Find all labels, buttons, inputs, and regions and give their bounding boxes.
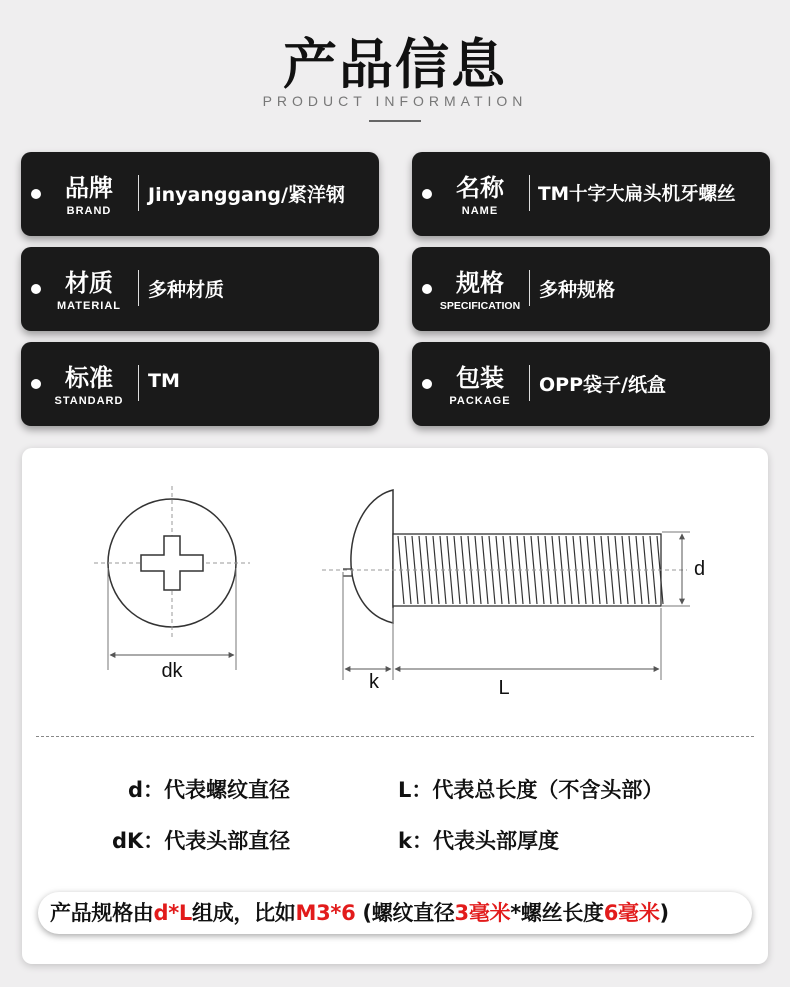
spec-card-package — [412, 342, 770, 426]
dim-label-L: L — [498, 677, 510, 699]
bullet-icon — [31, 379, 41, 389]
spec-value: OPP袋子/纸盒 — [539, 374, 666, 396]
bullet-icon — [31, 284, 41, 294]
bullet-icon — [422, 379, 432, 389]
spec-card-specification — [412, 247, 770, 331]
spec-label: 标准 — [65, 364, 113, 392]
spec-label-en: NAME — [461, 205, 499, 217]
spec-value: 多种规格 — [539, 279, 616, 301]
dimension-panel — [22, 448, 768, 964]
divider — [138, 270, 139, 306]
screw-head-top-view — [94, 486, 250, 670]
spec-value: 多种材质 — [148, 279, 225, 301]
spec-value: TM十字大扁头机牙螺丝 — [538, 184, 736, 205]
spec-card-standard — [21, 342, 379, 426]
spec-label: 品牌 — [65, 174, 113, 202]
spec-card-name — [412, 152, 770, 236]
separator-line — [36, 736, 754, 737]
page-title: 产品信息 — [283, 33, 507, 96]
divider — [529, 175, 530, 211]
page-subtitle: PRODUCT INFORMATION — [262, 93, 528, 109]
spec-card-material — [21, 247, 379, 331]
spec-card-brand — [21, 152, 379, 236]
screw-side-view — [322, 490, 690, 680]
note-text: *螺丝长度 — [510, 901, 604, 925]
dim-label-d: d — [694, 558, 706, 580]
legend-dK: dK：代表头部直径 — [112, 829, 291, 853]
spec-format-note — [38, 892, 752, 934]
divider — [529, 365, 530, 401]
divider — [138, 365, 139, 401]
note-text: (螺纹直径 — [355, 901, 455, 925]
title-underline — [369, 120, 421, 122]
spec-label-en: PACKAGE — [449, 395, 511, 407]
spec-value: Jinyanggang/紧洋钢 — [148, 184, 345, 206]
legend-L: L：代表总长度（不含头部） — [398, 778, 664, 802]
bullet-icon — [422, 284, 432, 294]
dim-label-k: k — [369, 671, 379, 693]
divider — [529, 270, 530, 306]
legend-d: d：代表螺纹直径 — [128, 778, 291, 802]
note-text: 产品规格由 — [50, 901, 154, 925]
spec-label-en: SPECIFICATION — [439, 300, 521, 312]
dim-label-dk: dk — [161, 660, 183, 682]
note-highlight: 3毫米 — [454, 901, 511, 925]
spec-value: TM — [148, 370, 180, 392]
spec-label-en: STANDARD — [54, 395, 124, 407]
spec-label: 名称 — [456, 174, 504, 202]
note-text: ) — [659, 901, 669, 925]
divider — [138, 175, 139, 211]
spec-label-en: BRAND — [66, 205, 112, 217]
note-highlight: M3*6 — [295, 901, 356, 925]
spec-label: 包装 — [456, 364, 504, 392]
note-highlight: d*L — [153, 901, 192, 925]
screw-diagram — [22, 448, 768, 964]
spec-label-en: MATERIAL — [56, 300, 121, 312]
spec-label: 规格 — [456, 269, 504, 297]
note-highlight: 6毫米 — [603, 901, 660, 925]
legend-k: k：代表头部厚度 — [398, 829, 559, 853]
note-text: 组成，比如 — [192, 901, 296, 925]
spec-label: 材质 — [65, 269, 113, 297]
bullet-icon — [31, 189, 41, 199]
bullet-icon — [422, 189, 432, 199]
